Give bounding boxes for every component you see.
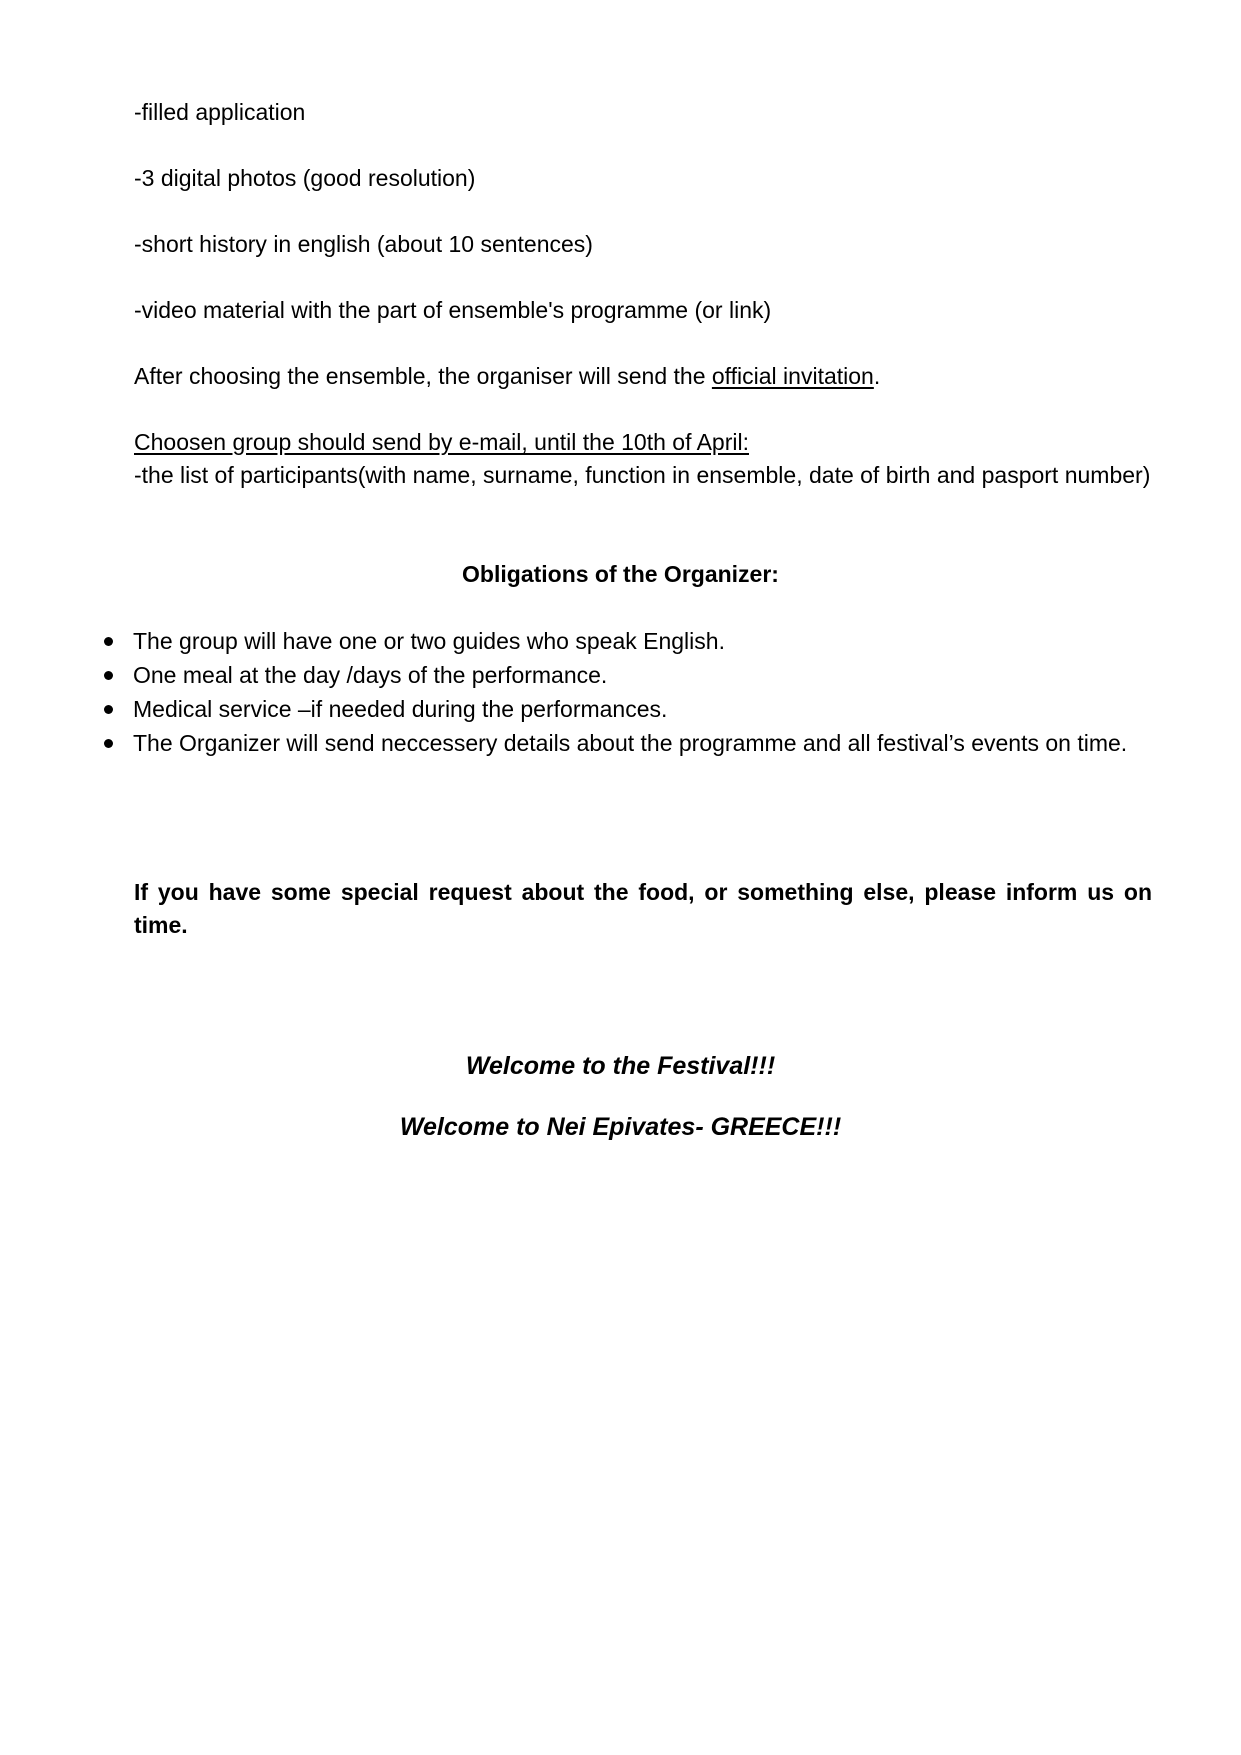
special-request-note: If you have some special request about the food, or something else, please inform us on time. <box>134 879 1152 938</box>
requirement-photos: -3 digital photos (good resolution) <box>134 165 476 191</box>
welcome-greece: Welcome to Nei Epivates- GREECE!!! <box>399 1113 842 1141</box>
bullet-icon <box>104 705 113 714</box>
list-item <box>133 726 1152 760</box>
obligation-meal: One meal at the day /days of the performance. <box>133 662 608 688</box>
invitation-sentence <box>134 360 880 393</box>
invitation-prefix: After choosing the ensemble, the organiser will send the <box>134 363 712 389</box>
list-item <box>133 692 1152 726</box>
requirement-history: -short history in english (about 10 sentences) <box>134 231 593 257</box>
bullet-icon <box>104 637 113 646</box>
obligations-title: Obligations of the Organizer: <box>462 561 779 587</box>
obligation-medical: Medical service –if needed during the performances. <box>133 696 668 722</box>
requirement-application: -filled application <box>134 99 306 125</box>
bullet-icon <box>104 671 113 680</box>
obligation-guides: The group will have one or two guides who speak English. <box>133 628 725 654</box>
requirement-video: -video material with the part of ensemble's programme (or link) <box>134 297 772 323</box>
welcome-festival: Welcome to the Festival!!! <box>465 1052 776 1080</box>
participants-list-requirement: -the list of participants(with name, surname, function in ensemble, date of birth and pasport number) <box>134 462 1151 488</box>
list-item <box>133 624 1152 658</box>
official-invitation-text: official invitation <box>711 363 874 389</box>
obligations-list <box>0 624 1241 760</box>
bullet-icon <box>104 739 113 748</box>
obligation-details: The Organizer will send neccessery details about the programme and all festival’s events on time. <box>133 730 1128 756</box>
invitation-suffix: . <box>873 363 881 389</box>
chosen-group-heading: Choosen group should send by e-mail, until the 10th of April: <box>134 429 749 455</box>
list-item <box>133 658 1152 692</box>
